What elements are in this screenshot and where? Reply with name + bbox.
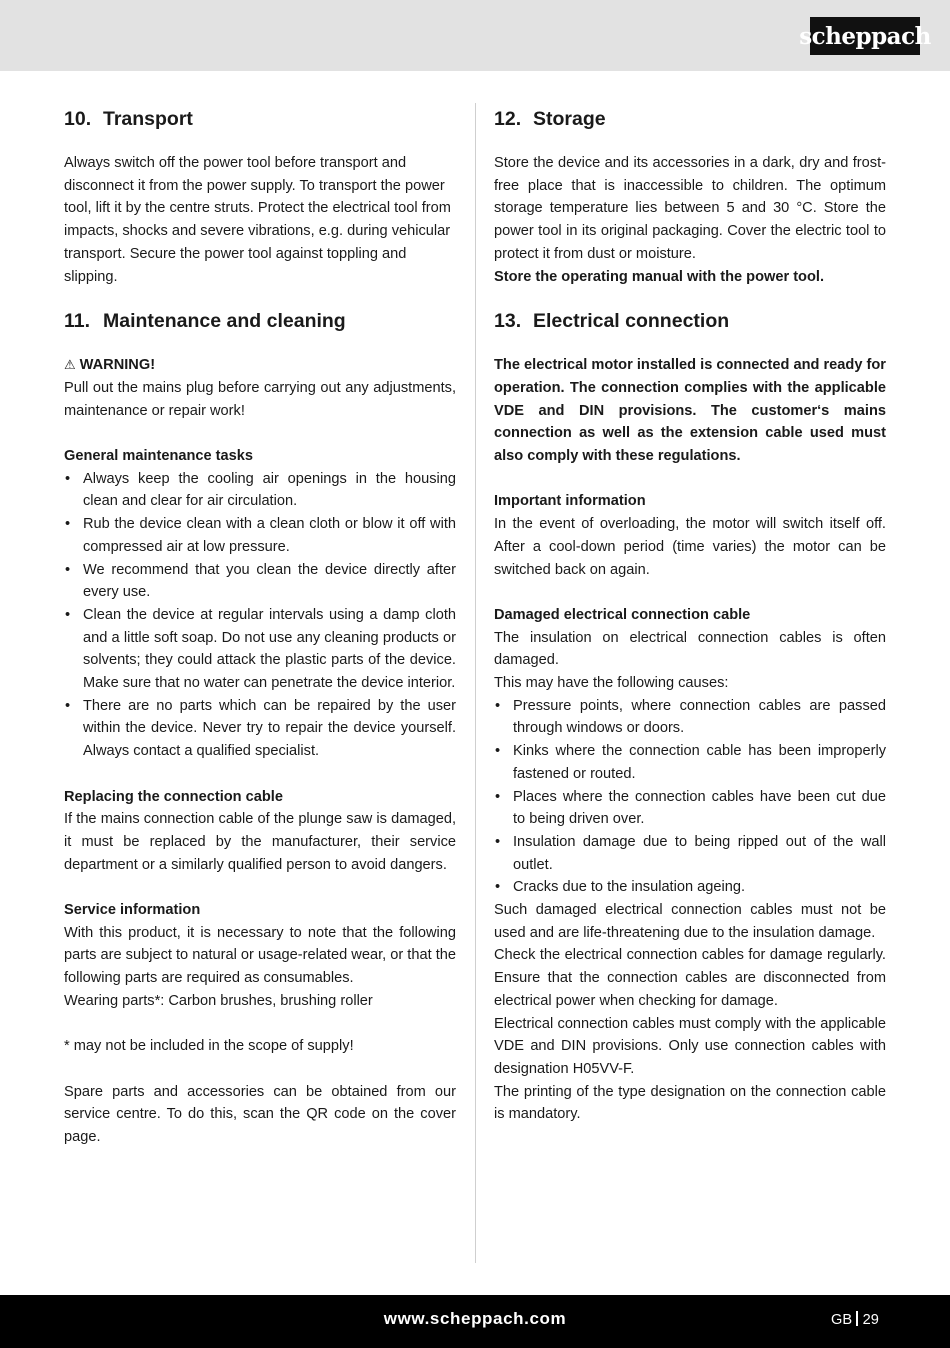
service-info-text: With this product, it is necessary to note that the following parts are subject to natural or usage-related wear, or that the following parts are required as consumables. <box>64 924 456 987</box>
transport-text: Always switch off the power tool before transport and disconnect it from the power supply. To transport the power tool, lift it by the centre struts. Protect the electrical tool from impacts, shocks and severe vibrations, e.g. during vehicular transport. Secure the power tool against toppling and slipping. <box>64 155 451 285</box>
spare-parts-text: Spare parts and accessories can be obtained from our service centre. To do this, scan the QR code on the cover page. <box>64 1083 456 1146</box>
column-divider <box>475 103 476 1263</box>
list-item: • Places where the connection cables have been cut due to being driven over. <box>494 786 886 831</box>
important-info-text: In the event of overloading, the motor will switch itself off. After a cool-down period (time varies) the motor can be switched back on again. <box>494 516 886 578</box>
language-code: GB <box>831 1312 853 1328</box>
check-cable-text: Check the electrical connection cables for damage regularly. Ensure that the connection cables are disconnected from electrical power when checking for damage. <box>494 947 886 1009</box>
general-maintenance-list <box>64 468 456 763</box>
cable-compliance-text: Electrical connection cables must comply with the applicable VDE and DIN provisions. Only use connection cables with designation H05VV-F. <box>494 1015 886 1077</box>
list-item: • Always keep the cooling air openings in the housing clean and clear for air circulation. <box>64 468 456 513</box>
general-maintenance-title: General maintenance tasks <box>64 448 253 465</box>
list-item: • Cracks due to the insulation ageing. <box>494 876 886 899</box>
list-item: • There are no parts which can be repaired by the user within the device. Never try to repair the device yourself. Always contact a qualified specialist. <box>64 695 456 763</box>
section-heading-electrical: 13. Electrical connection <box>494 310 730 333</box>
footnote-text: * may not be included in the scope of supply! <box>64 1038 354 1055</box>
footer-url: www.scheppach.com <box>383 1309 567 1328</box>
warning-label: ⚠ WARNING! <box>64 354 456 377</box>
warning-triangle-icon: ⚠ <box>64 357 76 373</box>
page-indicator <box>831 1311 879 1328</box>
replacing-cable-text: If the mains connection cable of the plunge saw is damaged, it must be replaced by the manufacturer, their service department or a similarly qualified person to avoid dangers. <box>64 811 456 873</box>
service-info-title: Service information <box>64 902 201 919</box>
brand-logo: scheppach <box>810 17 920 55</box>
storage-bold-text: Store the operating manual with the power tool. <box>494 268 824 285</box>
page-separator <box>856 1311 858 1326</box>
header-bar <box>0 0 950 71</box>
list-item: • Rub the device clean with a clean cloth or blow it off with compressed air at low pressure. <box>64 513 456 558</box>
storage-text: Store the device and its accessories in a dark, dry and frost-free place that is inaccessible to children. The optimum storage temperature lies between 5 and 30 °C. Store the power tool in its original packaging. Cover the electric tool to protect it from dust or moisture. <box>494 155 886 262</box>
damaged-cable-title: Damaged electrical connection cable <box>494 606 751 623</box>
damage-causes-list <box>494 695 886 899</box>
page-number: 29 <box>862 1312 879 1328</box>
section-heading-maintenance: 11. Maintenance and cleaning <box>64 310 346 333</box>
causes-intro-text: This may have the following causes: <box>494 675 729 692</box>
replacing-cable-title: Replacing the connection cable <box>64 788 283 805</box>
section-heading-storage: 12. Storage <box>494 108 606 130</box>
footer-bar <box>0 1295 950 1348</box>
wearing-parts-text: Wearing parts*: Carbon brushes, brushing roller <box>64 992 373 1009</box>
left-column <box>64 105 456 1149</box>
right-column <box>494 105 886 1126</box>
list-item: • We recommend that you clean the device directly after every use. <box>64 559 456 604</box>
list-item: • Pressure points, where connection cables are passed through windows or doors. <box>494 695 886 740</box>
important-info-title: Important information <box>494 493 646 510</box>
type-designation-text: The printing of the type designation on the connection cable is mandatory. <box>494 1083 886 1123</box>
damaged-cable-text: The insulation on electrical connection cables is often damaged. <box>494 629 886 669</box>
list-item: • Insulation damage due to being ripped out of the wall outlet. <box>494 831 886 876</box>
list-item: • Clean the device at regular intervals using a damp cloth and a little soft soap. Do not use any cleaning products or solvents; they could attack the plastic parts of the device. Make sure that no water can penetrate the device interior. <box>64 604 456 695</box>
damaged-cable-warning-text: Such damaged electrical connection cables must not be used and are life-threatening due to the insulation damage. <box>494 902 886 941</box>
warning-text: Pull out the mains plug before carrying out any adjustments, maintenance or repair work! <box>64 379 456 419</box>
electrical-intro-text: The electrical motor installed is connected and ready for operation. The connection complies with the applicable VDE and DIN provisions. The customer‘s mains connection as well as the extension cable used must also comply with these regulations. <box>494 357 886 465</box>
list-item: • Kinks where the connection cable has been improperly fastened or routed. <box>494 740 886 785</box>
section-heading-transport: 10. Transport <box>64 108 193 130</box>
